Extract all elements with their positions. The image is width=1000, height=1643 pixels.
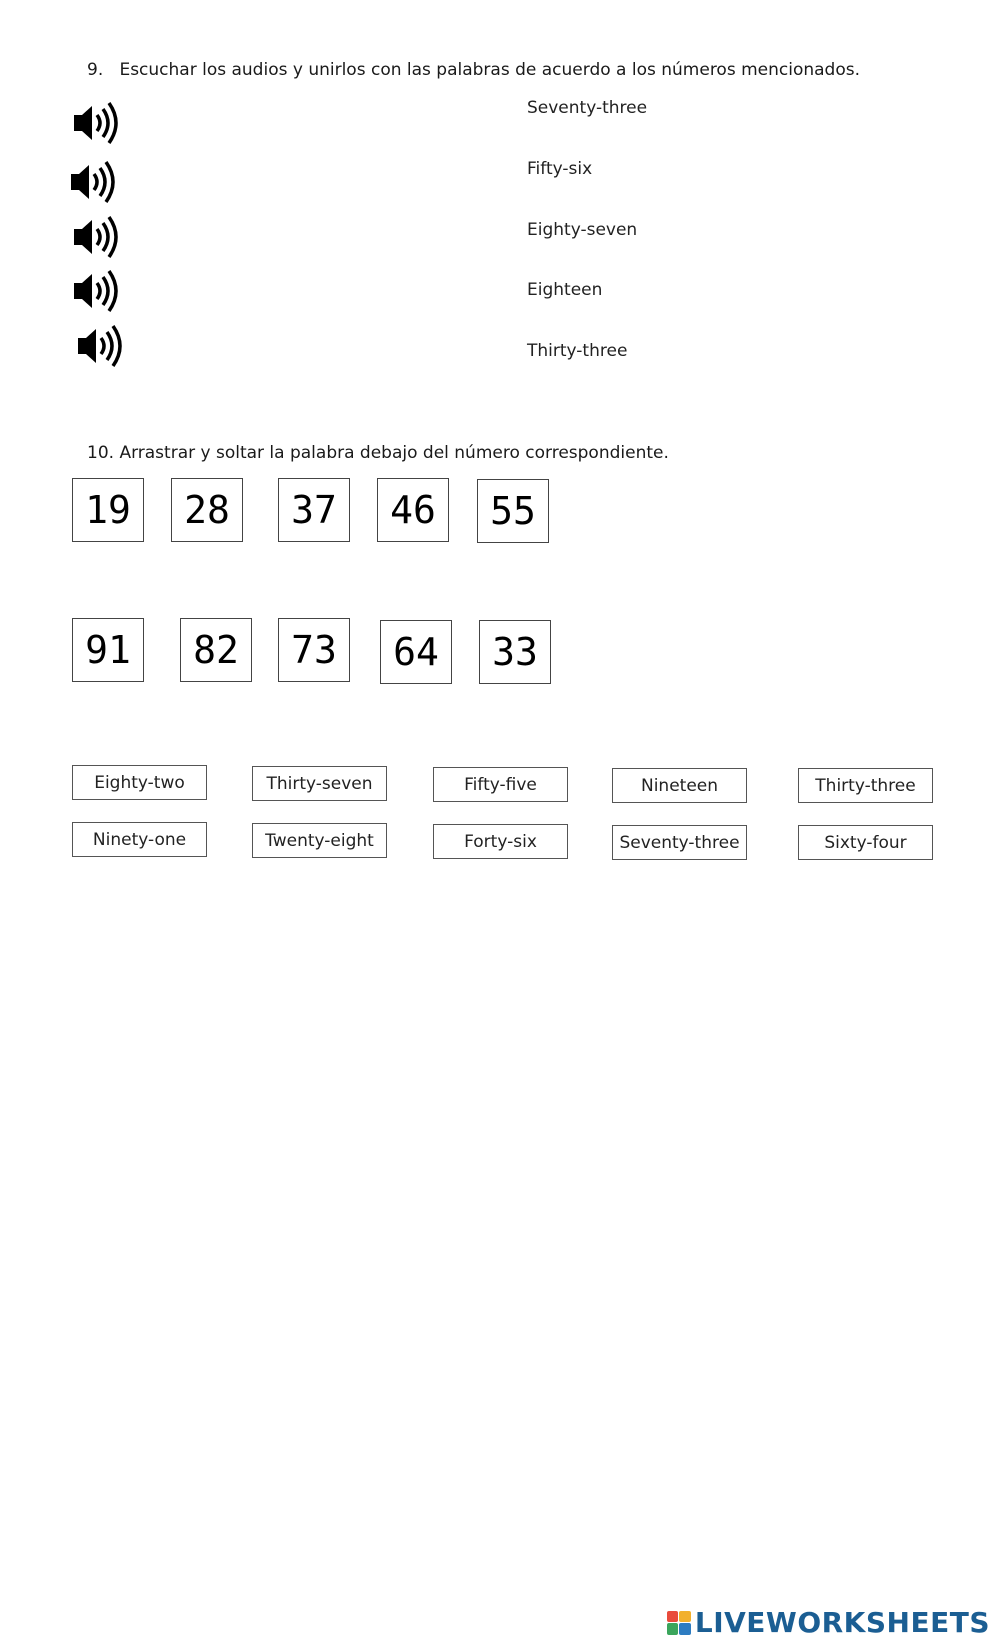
number-drop-box[interactable]: 46	[377, 478, 449, 542]
match-word: Eighteen	[527, 280, 603, 300]
question-10-instruction	[87, 443, 669, 463]
match-word: Seventy-three	[527, 98, 648, 118]
logo-square	[679, 1623, 691, 1635]
number-drop-box[interactable]: 55	[477, 479, 549, 543]
number-drop-box[interactable]: 73	[278, 618, 350, 682]
draggable-word-chip[interactable]: Thirty-seven	[252, 766, 387, 801]
speaker-icon[interactable]	[67, 157, 119, 207]
number-drop-box[interactable]: 64	[380, 620, 452, 684]
match-word: Eighty-seven	[527, 220, 638, 240]
number-drop-box[interactable]: 28	[171, 478, 243, 542]
match-word: Fifty-six	[527, 159, 593, 179]
liveworksheets-logo-icon	[667, 1611, 691, 1635]
logo-square	[679, 1611, 691, 1623]
number-drop-box[interactable]: 37	[278, 478, 350, 542]
question-number: 10.	[87, 443, 115, 463]
question-9-instruction	[87, 60, 860, 80]
draggable-word-chip[interactable]: Eighty-two	[72, 765, 207, 800]
draggable-word-chip[interactable]: Thirty-three	[798, 768, 933, 803]
draggable-word-chip[interactable]: Twenty-eight	[252, 823, 387, 858]
liveworksheets-brand[interactable]	[667, 1606, 990, 1639]
draggable-word-chip[interactable]: Forty-six	[433, 824, 568, 859]
number-drop-box[interactable]: 82	[180, 618, 252, 682]
draggable-word-chip[interactable]: Nineteen	[612, 768, 747, 803]
logo-square	[667, 1623, 679, 1635]
logo-square	[667, 1611, 679, 1623]
speaker-icon[interactable]	[70, 266, 122, 316]
match-word: Thirty-three	[527, 341, 628, 361]
brand-name: LIVEWORKSHEETS	[694, 1606, 990, 1639]
question-text: Arrastrar y soltar la palabra debajo del número correspondiente.	[119, 443, 669, 463]
speaker-icon[interactable]	[74, 321, 126, 371]
number-drop-box[interactable]: 19	[72, 478, 144, 542]
draggable-word-chip[interactable]: Ninety-one	[72, 822, 207, 857]
draggable-word-chip[interactable]: Seventy-three	[612, 825, 747, 860]
question-text: Escuchar los audios y unirlos con las palabras de acuerdo a los números mencionados.	[119, 60, 860, 80]
number-drop-box[interactable]: 91	[72, 618, 144, 682]
number-drop-box[interactable]: 33	[479, 620, 551, 684]
question-number: 9.	[87, 60, 104, 80]
speaker-icon[interactable]	[70, 98, 122, 148]
speaker-icon[interactable]	[70, 212, 122, 262]
draggable-word-chip[interactable]: Fifty-five	[433, 767, 568, 802]
draggable-word-chip[interactable]: Sixty-four	[798, 825, 933, 860]
